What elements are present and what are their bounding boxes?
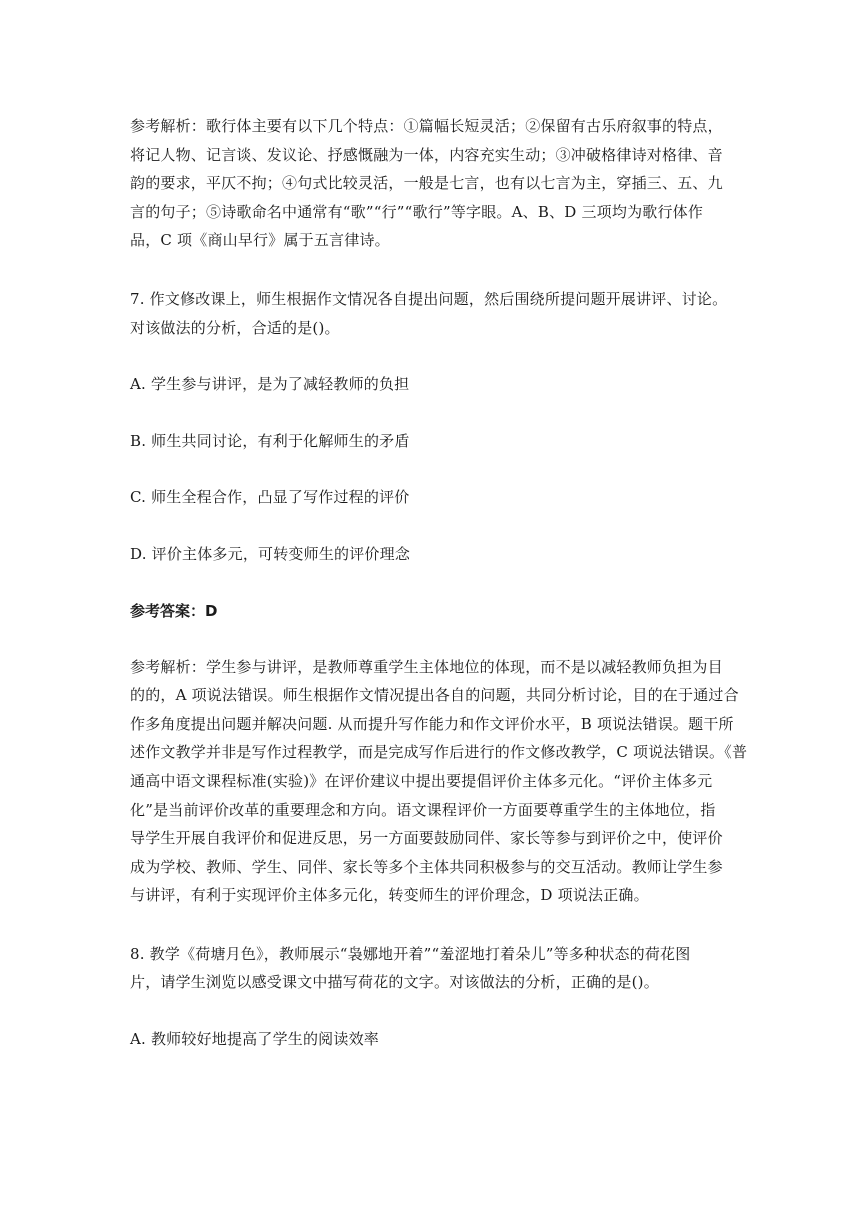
q7-stem <box>130 285 738 342</box>
q6-explanation <box>130 112 738 255</box>
q7-option-c: C. 师生全程合作，凸显了写作过程的评价 <box>130 488 410 507</box>
text-line: 成为学校、教师、学生、同伴、家长等多个主体共同积极参与的交互活动。教师让学生参 <box>130 857 723 876</box>
text-line: 与讲评，有利于实现评价主体多元化，转变师生的评价理念，D 项说法正确。 <box>130 886 649 905</box>
text-line: 参考解析：学生参与讲评，是教师尊重学生主体地位的体现，而不是以减轻教师负担为目 <box>130 657 723 676</box>
q7-explanation <box>130 653 748 910</box>
text-line: 7. 作文修改课上，师生根据作文情况各自提出问题，然后围绕所提问题开展讲评、讨论。 <box>130 289 728 308</box>
text-line: 参考解析：歌行体主要有以下几个特点：①篇幅长短灵活；②保留有古乐府叙事的特点， <box>130 117 723 135</box>
q7-option-a: A. 学生参与讲评，是为了减轻教师的负担 <box>130 375 410 394</box>
text-line: 通高中语文课程标准(实验)》在评价建议中提出要提倡评价主体多元化。“评价主体多元 <box>130 771 713 790</box>
document-page <box>130 112 748 1054</box>
text-line: 对该做法的分析，合适的是()。 <box>130 318 340 337</box>
text-line: 述作文教学并非是写作过程教学，而是完成写作后进行的作文修改教学，C 项说法错误。《普 <box>130 743 748 762</box>
text-line: 的的，A 项说法错误。师生根据作文情况提出各自的问题，共同分析讨论，目的在于通过合 <box>130 686 739 705</box>
text-line: 作多角度提出问题并解决问题. 从而提升写作能力和作文评价水平，B 项说法错误。题干所 <box>130 714 734 733</box>
text-line: 品，C 项《商山早行》属于五言律诗。 <box>130 231 390 250</box>
q7-answer: 参考答案：D <box>130 601 218 620</box>
text-line: 韵的要求，平仄不拘；④句式比较灵活，一般是七言，也有以七言为主，穿插三、五、九 <box>130 174 723 193</box>
text-line: 8. 教学《荷塘月色》，教师展示“袅娜地开着”“羞涩地打着朵儿”等多种状态的荷花图 <box>130 944 691 963</box>
text-line: 片，请学生浏览以感受课文中描写荷花的文字。对该做法的分析，正确的是()。 <box>130 973 659 992</box>
q8-stem <box>130 940 738 997</box>
q7-option-b: B. 师生共同讨论，有利于化解师生的矛盾 <box>130 431 410 450</box>
text-line: 将记人物、记言谈、发议论、抒感慨融为一体，内容充实生动；③冲破格律诗对格律、音 <box>130 145 723 164</box>
text-line: 化”是当前评价改革的重要理念和方向。语文课程评价一方面要尊重学生的主体地位，指 <box>130 800 716 819</box>
q7-option-d: D. 评价主体多元，可转变师生的评价理念 <box>130 544 411 563</box>
q8-option-a: A. 教师较好地提高了学生的阅读效率 <box>130 1030 379 1049</box>
text-line: 导学生开展自我评价和促进反思，另一方面要鼓励同伴、家长等参与到评价之中，使评价 <box>130 829 723 848</box>
text-line: 言的句子；⑤诗歌命名中通常有“歌”“行”“歌行”等字眼。A、B、D 三项均为歌行体作 <box>130 202 704 221</box>
